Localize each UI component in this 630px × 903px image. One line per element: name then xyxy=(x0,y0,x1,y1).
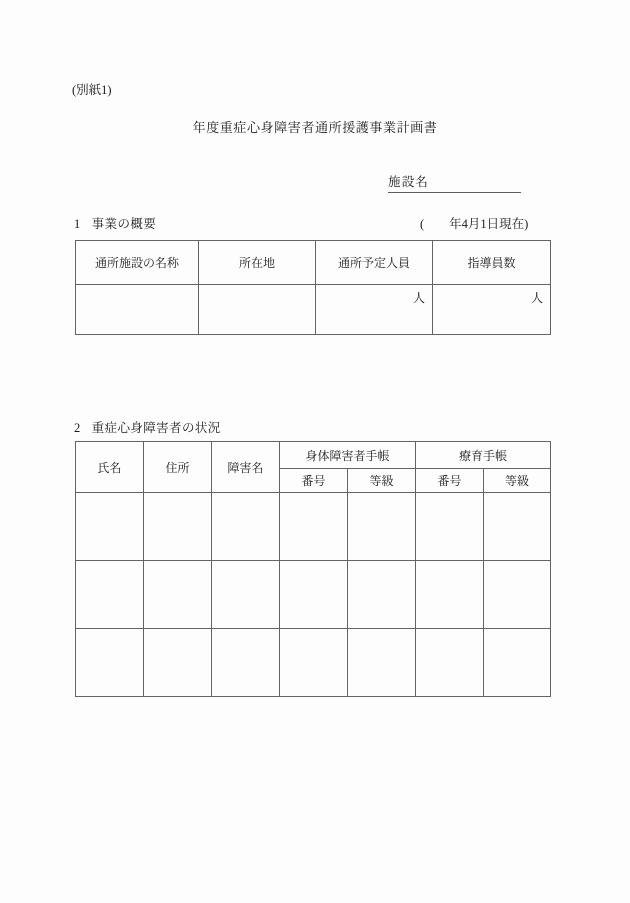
cell-residence[interactable] xyxy=(144,561,212,629)
facility-name-blank-line[interactable] xyxy=(429,177,521,193)
column-header-physical-disability-certificate: 身体障害者手帳 xyxy=(280,442,416,469)
column-header-name: 氏名 xyxy=(76,442,144,493)
table-header-row-primary xyxy=(76,442,551,469)
cell-physical-number[interactable] xyxy=(280,561,348,629)
section-1-title: 事業の概要 xyxy=(91,217,157,231)
cell-rehab-number[interactable] xyxy=(416,561,484,629)
section-2-title: 重症心身障害者の状況 xyxy=(91,421,221,435)
cell-physical-number[interactable] xyxy=(280,629,348,697)
cell-residence[interactable] xyxy=(144,493,212,561)
section-1-number: 1 xyxy=(74,217,81,231)
persons-status-table xyxy=(75,441,551,697)
document-title: 年度重症心身障害者通所援護事業計画書 xyxy=(192,120,438,135)
facility-name-label: 施設名 xyxy=(388,172,429,193)
table-row xyxy=(76,629,551,697)
cell-residence[interactable] xyxy=(144,629,212,697)
column-header-planned-attendees: 通所予定人員 xyxy=(316,241,433,285)
as-of-date-note: ( 年4月1日現在) xyxy=(420,217,529,231)
column-header-address: 所在地 xyxy=(199,241,316,285)
column-header-physical-grade: 等級 xyxy=(348,469,416,493)
column-header-instructors: 指導員数 xyxy=(433,241,551,285)
column-header-rehab-number: 番号 xyxy=(416,469,484,493)
cell-physical-grade[interactable] xyxy=(348,629,416,697)
business-overview-table xyxy=(75,240,551,335)
column-header-physical-number: 番号 xyxy=(280,469,348,493)
cell-facility-name[interactable] xyxy=(76,285,199,335)
cell-name[interactable] xyxy=(76,629,144,697)
column-header-facility-name: 通所施設の名称 xyxy=(76,241,199,285)
cell-physical-grade[interactable] xyxy=(348,561,416,629)
facility-name-field xyxy=(388,172,521,193)
cell-instructors[interactable]: 人 xyxy=(433,285,551,335)
column-header-residence: 住所 xyxy=(144,442,212,493)
cell-name[interactable] xyxy=(76,561,144,629)
table-row xyxy=(76,493,551,561)
section-2-heading xyxy=(74,418,221,436)
cell-rehab-grade[interactable] xyxy=(484,493,551,561)
cell-planned-attendees[interactable]: 人 xyxy=(316,285,433,335)
cell-disability-name[interactable] xyxy=(212,561,280,629)
column-header-rehab-grade: 等級 xyxy=(484,469,551,493)
column-header-disability-name: 障害名 xyxy=(212,442,280,493)
cell-physical-grade[interactable] xyxy=(348,493,416,561)
cell-rehab-number[interactable] xyxy=(416,629,484,697)
section-2-number: 2 xyxy=(74,421,81,435)
cell-name[interactable] xyxy=(76,493,144,561)
attachment-label: (別紙1) xyxy=(72,83,112,97)
cell-disability-name[interactable] xyxy=(212,493,280,561)
table-row xyxy=(76,561,551,629)
cell-rehab-grade[interactable] xyxy=(484,561,551,629)
section-1-heading xyxy=(74,214,156,232)
cell-address[interactable] xyxy=(199,285,316,335)
cell-rehab-number[interactable] xyxy=(416,493,484,561)
table-header-row xyxy=(76,241,551,285)
cell-disability-name[interactable] xyxy=(212,629,280,697)
cell-physical-number[interactable] xyxy=(280,493,348,561)
table-row xyxy=(76,285,551,335)
cell-rehab-grade[interactable] xyxy=(484,629,551,697)
column-header-rehabilitation-certificate: 療育手帳 xyxy=(416,442,551,469)
